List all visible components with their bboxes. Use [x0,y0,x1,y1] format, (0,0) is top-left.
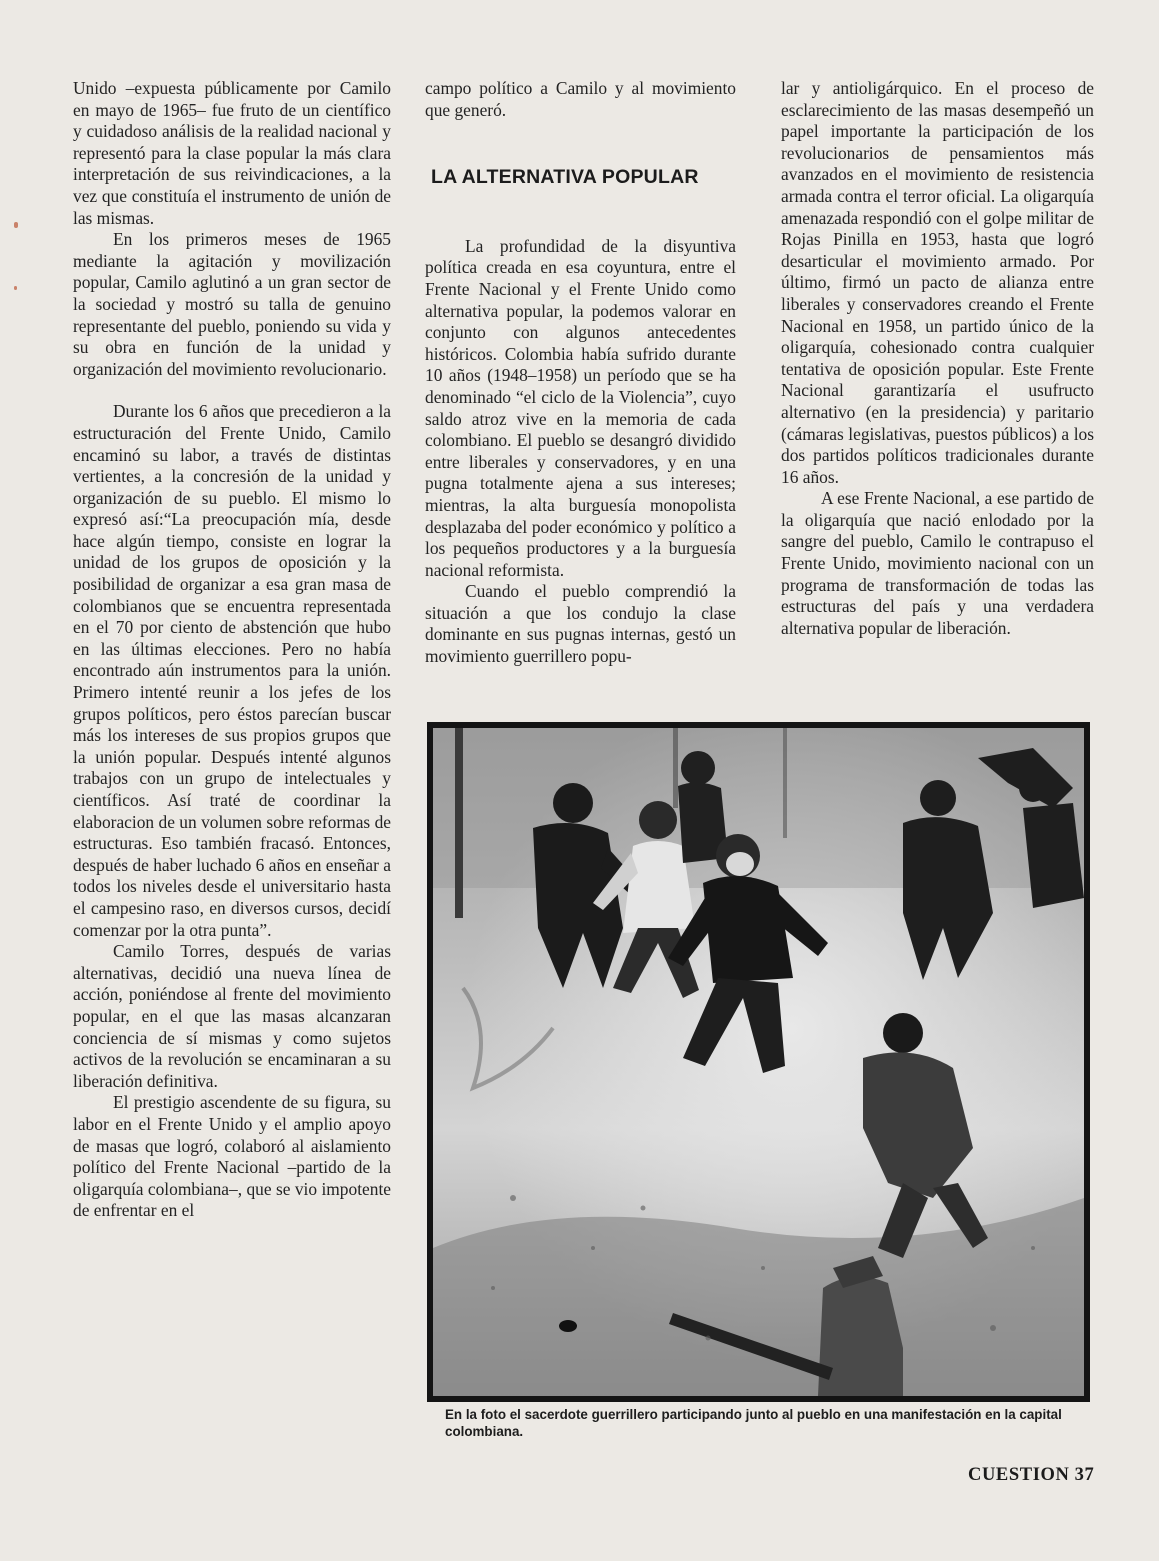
article-column-2 [425,78,736,668]
paragraph: Durante los 6 años que precedieron a la estructuración del Frente Unido, Camilo encaminó su labor, a través de distintas vertientes, a la concresión de la unidad y organización de su pueblo. El mismo lo expresó así:“La preocupación mía, desde hace algún tiempo, consiste en lograr la unidad de los grupos de oposición y la posibilidad de organizar a esa gran masa de colombianos que se encuentra representada en el 70 por ciento de abstención que hubo en las últimas elecciones. Pero no había encontrado aún instrumentos para la unión. Primero intenté reunir a los jefes de los grupos políticos, pero éstos parecían buscar más los intereses de sus propios grupos que la unión popular. Después intenté algunos trabajos con un grupo de intelectuales y científicos. Así traté de coordinar la elaboracion de un volumen sobre reformas de estructuras. Eso también fracasó. Entonces, después de haber luchado 6 años en enseñar a todos los niveles desde el universitario hasta el campesino raso, en diversos cursos, decidí comenzar por la otra punta”. [73,401,391,940]
paragraph: Camilo Torres, después de varias alternativas, decidió una nueva línea de acción, poniéndose al frente del movimiento popular, en el que las masas alcanzaran conciencia de sí mismas y como sujetos activos de la revolución se encaminaran a su liberación definitiva. [73,941,391,1091]
paragraph: campo político a Camilo y al movimiento que generó. [425,78,736,120]
article-column-3 [781,78,1094,639]
thrown-stone [559,1320,577,1332]
paragraph: A ese Frente Nacional, a ese partido de la oligarquía que nació enlodado por la sangre del pueblo, Camilo le contrapuso el Frente Unido, movimiento nacional con un programa de transformación de todas las estructuras del país y una verdadera alternativa popular de liberación. [781,488,1094,638]
paper-edge-mark [14,286,17,290]
paragraph: Unido –expuesta públicamente por Camilo en mayo de 1965– fue fruto de un científico y cuidadoso análisis de la realidad nacional y representó para la clase popular la más clara interpretación de sus reivindicaciones, a la vez que constituía el instrumento de unión de las mismas. [73,78,391,228]
paragraph: En los primeros meses de 1965 mediante la agitación y movilización popular, Camilo aglutinó a un gran sector de la sociedad y mostró su talla de genuino representante del pueblo, poniendo su vida y su obra en función de la unidad y organización del movimiento revolucionario. [73,229,391,379]
page-footer: CUESTION 37 [968,1465,1095,1485]
photo-caption: En la foto el sacerdote guerrillero participando junto al pueblo en una manifestación en la capital colombiana. [445,1407,1062,1439]
section-heading: LA ALTERNATIVA POPULAR [431,166,699,189]
paper-edge-mark [14,222,18,228]
paragraph: lar y antioligárquico. En el proceso de esclarecimiento de las masas desempeñó un papel importante la participación de los revolucionarios de pensamientos más avanzados en el movimiento de resistencia armada contra el terror oficial. La oligarquía amenazada respondió con el golpe militar de Rojas Pinilla en 1953, hasta que logró desarticular el movimiento armado. Por último, firmó un pacto de alianza entre liberales y conservadores creando el Frente Nacional en 1958, un partido único de la oligarquía, cohesionado contra cualquier tentativa de oposición popular. Este Frente Nacional garantizaría el usufructo alternativo (en la presidencia) y paritario (cámaras legislativas, puestos públicos) a los dos partidos políticos tradicionales durante 16 años. [781,78,1094,487]
paragraph: La profundidad de la disyuntiva política creada en esa coyuntura, entre el Frente Nacional y el Frente Unido como alternativa popular, la podemos valorar en conjunto con algunos antecedentes históricos. Colombia había sufrido durante 10 años (1948–1958) un período que se ha denominado “el ciclo de la Violencia”, cuyo saldo atroz vive en la memoria de cada colombiano. El pueblo se desangró dividido entre liberales y conservadores, y en una pugna totalmente ajena a sus intereses; mientras, la alta burguesía monopolista desplazaba del poder económico y político a los pequeños productores y a la burguesía nacional reformista. [425,235,736,580]
news-photo [427,722,1090,1402]
article-column-1 [73,78,391,1222]
pole [455,728,463,918]
protest-photo-illustration [433,728,1084,1396]
paragraph: Cuando el pueblo comprendió la situación a que los condujo la clase dominante en sus pugnas internas, gestó un movimiento guerrillero popu- [425,581,736,667]
paragraph: El prestigio ascendente de su figura, su labor en el Frente Unido y el amplio apoyo de masas que logró, colaboró al aislamiento político del Frente Nacional –partido de la oligarquía colombiana–, que se vio impotente de enfrentar en el [73,1092,391,1221]
